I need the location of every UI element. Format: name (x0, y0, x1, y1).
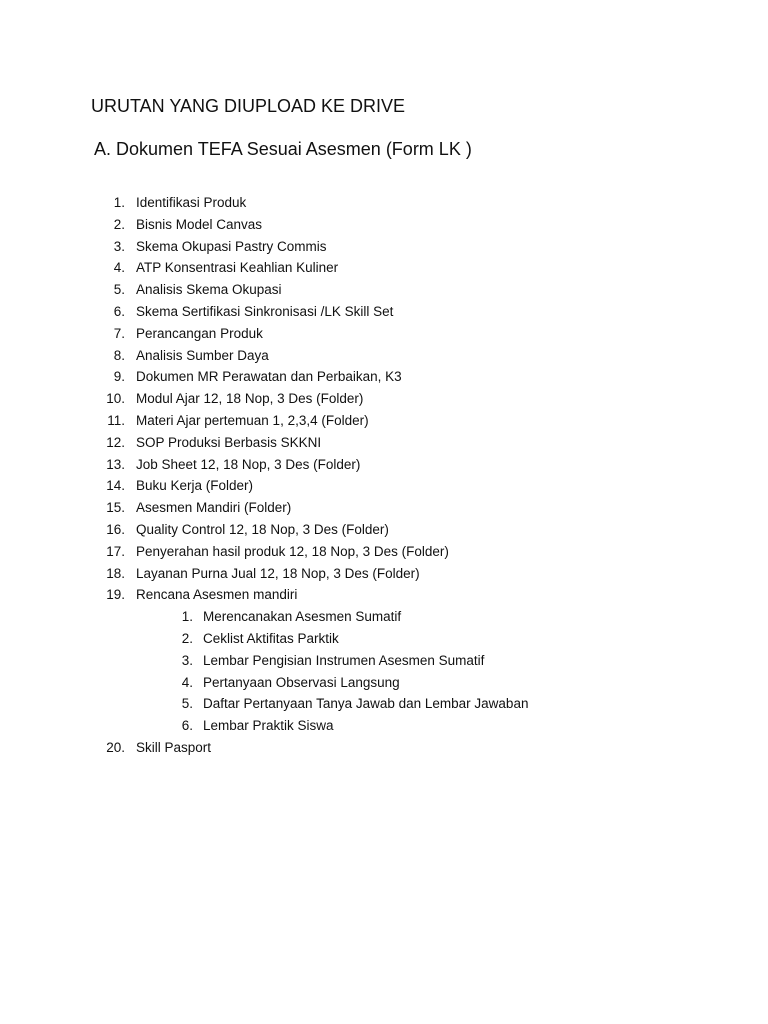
list-item-number: 12. (106, 434, 125, 450)
list-item (0, 584, 768, 606)
sub-list-item-text: Lembar Pengisian Instrumen Asesmen Sumatif (203, 652, 485, 668)
sub-list-item (0, 650, 768, 672)
list-item-number: 3. (113, 238, 125, 254)
list-item-text: Quality Control 12, 18 Nop, 3 Des (Folder) (136, 521, 389, 537)
list-item-text: Dokumen MR Perawatan dan Perbaikan, K3 (136, 369, 402, 385)
sub-list-item-number: 1. (181, 609, 193, 625)
list-item-text: Analisis Sumber Daya (136, 347, 269, 363)
list-item-number: 15. (106, 500, 125, 516)
sub-list-item (0, 693, 768, 715)
list-item-text: SOP Produksi Berbasis SKKNI (136, 434, 322, 450)
list-item (0, 345, 768, 367)
sub-list-item (0, 715, 768, 737)
list-item-number: 13. (106, 456, 125, 472)
sub-list-item-number: 6. (181, 718, 193, 734)
list-item (0, 454, 768, 476)
list-item-number: 8. (113, 347, 125, 363)
list-item-text: Skill Pasport (136, 739, 212, 755)
sub-list-item-text: Ceklist Aktifitas Parktik (203, 630, 339, 646)
list-item (0, 541, 768, 563)
list-item-text: Modul Ajar 12, 18 Nop, 3 Des (Folder) (136, 391, 364, 407)
list-item-text: Materi Ajar pertemuan 1, 2,3,4 (Folder) (136, 412, 369, 428)
list-item-number: 2. (113, 216, 125, 232)
list-item-number: 19. (106, 587, 125, 603)
list-item (0, 192, 768, 214)
list-item-text: Asesmen Mandiri (Folder) (136, 500, 292, 516)
list-item-text: Job Sheet 12, 18 Nop, 3 Des (Folder) (136, 456, 361, 472)
list-item-number: 16. (106, 521, 125, 537)
list-item (0, 519, 768, 541)
list-item (0, 475, 768, 497)
sub-list-item-number: 3. (181, 652, 193, 668)
list-item-number: 7. (113, 325, 125, 341)
list-item (0, 737, 768, 759)
list-item-number: 20. (106, 739, 125, 755)
list-item-text: Perancangan Produk (136, 325, 263, 341)
sub-list-item (0, 628, 768, 650)
list-item-text: Analisis Skema Okupasi (136, 282, 282, 298)
list-item-text: Rencana Asesmen mandiri (136, 587, 298, 603)
sub-list-item-text: Lembar Praktik Siswa (203, 718, 334, 734)
list-item-number: 18. (106, 565, 125, 581)
list-item (0, 323, 768, 345)
document-title: URUTAN YANG DIUPLOAD KE DRIVE (91, 96, 406, 116)
list-item (0, 497, 768, 519)
sub-list-item-number: 2. (181, 630, 193, 646)
list-item (0, 366, 768, 388)
sub-list-item-number: 5. (181, 696, 193, 712)
list-item-number: 14. (106, 478, 125, 494)
list-item-number: 5. (113, 282, 125, 298)
list-item (0, 301, 768, 323)
list-item (0, 388, 768, 410)
list-item-number: 1. (113, 195, 125, 210)
list-item-text: Skema Sertifikasi Sinkronisasi /LK Skill Set (136, 303, 394, 319)
list-item-number: 4. (113, 260, 125, 276)
list-item-text: ATP Konsentrasi Keahlian Kuliner (136, 260, 339, 276)
list-item-number: 10. (106, 391, 125, 407)
list-item-text: Identifikasi Produk (136, 195, 247, 210)
upload-order-list (0, 192, 768, 759)
section-heading: A. Dokumen TEFA Sesuai Asesmen (Form LK ) (94, 139, 472, 159)
list-item (0, 432, 768, 454)
list-item (0, 214, 768, 236)
list-item (0, 410, 768, 432)
list-item-number: 6. (113, 303, 125, 319)
sub-list-item (0, 606, 768, 628)
list-item-number: 11. (107, 412, 125, 428)
list-item (0, 279, 768, 301)
list-item-text: Layanan Purna Jual 12, 18 Nop, 3 Des (Folder) (136, 565, 420, 581)
list-item-number: 9. (113, 369, 125, 385)
sub-list-item-number: 4. (181, 674, 193, 690)
list-item-text: Skema Okupasi Pastry Commis (136, 238, 327, 254)
sub-list-item-text: Daftar Pertanyaan Tanya Jawab dan Lembar Jawaban (203, 696, 529, 712)
sub-list-item-text: Pertanyaan Observasi Langsung (203, 674, 400, 690)
list-item-number: 17. (106, 543, 125, 559)
sub-list-item (0, 672, 768, 694)
list-item (0, 236, 768, 258)
sub-list-item-text: Merencanakan Asesmen Sumatif (203, 609, 402, 625)
list-item (0, 563, 768, 585)
list-item-text: Penyerahan hasil produk 12, 18 Nop, 3 Des (Folder) (136, 543, 449, 559)
list-item (0, 257, 768, 279)
list-item-text: Bisnis Model Canvas (136, 216, 263, 232)
list-item-text: Buku Kerja (Folder) (136, 478, 254, 494)
